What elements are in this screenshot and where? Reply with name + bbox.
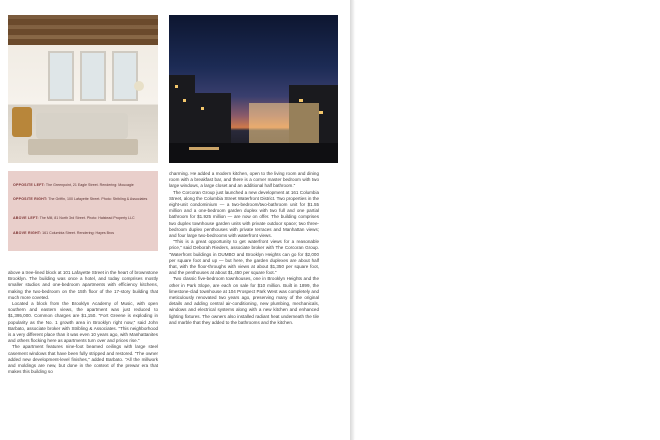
caption-opposite-left: OPPOSITE LEFT: The Greenpoint, 21 Eagle Street. Rendering: Moucagie xyxy=(13,183,134,187)
article-column-left xyxy=(8,270,158,375)
paragraph: The apartment features nine-foot beamed ceilings with large steel casement windows that have been fully stripped and restored. "The owner added new development-level finishes," added Barbato. "All the millwork and moldings are new, but done in the context of the prewar era that makes this building so xyxy=(8,344,158,375)
page-fold xyxy=(350,0,354,440)
caption-above-left: ABOVE LEFT: The Mill, 81 North 3rd Street. Photo: Halstead Property LLC xyxy=(13,216,135,220)
caption-opposite-right: OPPOSITE RIGHT: The Griffin, 100 Lafayette Street. Photo: Stribling & Associates xyxy=(13,197,148,201)
caption-above-right: ABOVE RIGHT: 161 Columbia Street. Rendering: Hayes Bros xyxy=(13,231,115,235)
paragraph: The Corcoran Group just launched a new development at 161 Columbia Street, along the Columbia Street Waterfront District. Two properties in the eight-unit condominium — a two-bedroom/two-bathroom unit for $1.55 million and a one-bedroom garden duplex with two full and one partial bathroom for $1.925 million — are now on offer. The building comprises two duplex townhouse garden units with private outdoor space; two three-bedroom duplex penthouses with private terraces and Manhattan views; and four large two-bedrooms with waterfront views. xyxy=(169,189,319,239)
loft-interior-photo xyxy=(8,15,158,163)
rooftop-terrace-photo xyxy=(169,15,338,163)
paragraph: charming. He added a modern kitchen, open to the living room and dining room with a breakfast bar, and there is a corner master bedroom with two large windows, a large closet and an additional half bathroom." xyxy=(169,171,319,189)
article-column-right xyxy=(169,171,319,326)
paragraph: Located a block from the Brooklyn Academy of Music, with open southern and eastern views, the apartment was just reduced to $1,395,000. Common charges are $1,150. "Fort Greene is exploding in popularity as the No. 1 growth area in Brooklyn right now," said John Barbato, associate broker with Stribling & Associates. "This neighborhood is a very different place than it was even 10 years ago, with Manhattanites and others flocking here as apartments turn over and prices rise." xyxy=(8,301,158,344)
paragraph: above a tree-lined block at 101 Lafayette Street in the heart of brownstone Brooklyn. The building was once a hotel, and today comprises mostly smaller studios and one-bedroom apartments with efficiency kitchens, making the two-bedroom on the 15th floor of the 17-story building that much more coveted. xyxy=(8,270,158,300)
photo-captions xyxy=(8,171,158,251)
paragraph: "This is a great opportunity to get waterfront views for a reasonable price," said Deborah Rieders, associate broker with The Corcoran Group. "Waterfront buildings in DUMBO and Brooklyn Heights can go for $2,000 per square foot and up — but here, the garden duplexes are about half that, with the floor-throughs with views at about $1,350 per square foot, and the penthouses at about $1,450 per square foot." xyxy=(169,239,319,276)
paragraph: Two classic five-bedroom townhouses, one in Brooklyn Heights and the other in Park Slope, are each on sale for $10 million. Built in 1899, the limestone-clad townhouse at 104 Prospect Park West was completely and meticulously renovated two years ago, preserving many of the original details and adding central air-conditioning, new plumbing, mechanicals, windows and electrical systems along with a new kitchen and enhanced lighting fixtures. The owners also installed radiant heat underneath the tile and marble that they added to the bathrooms and the kitchen. xyxy=(169,276,319,325)
